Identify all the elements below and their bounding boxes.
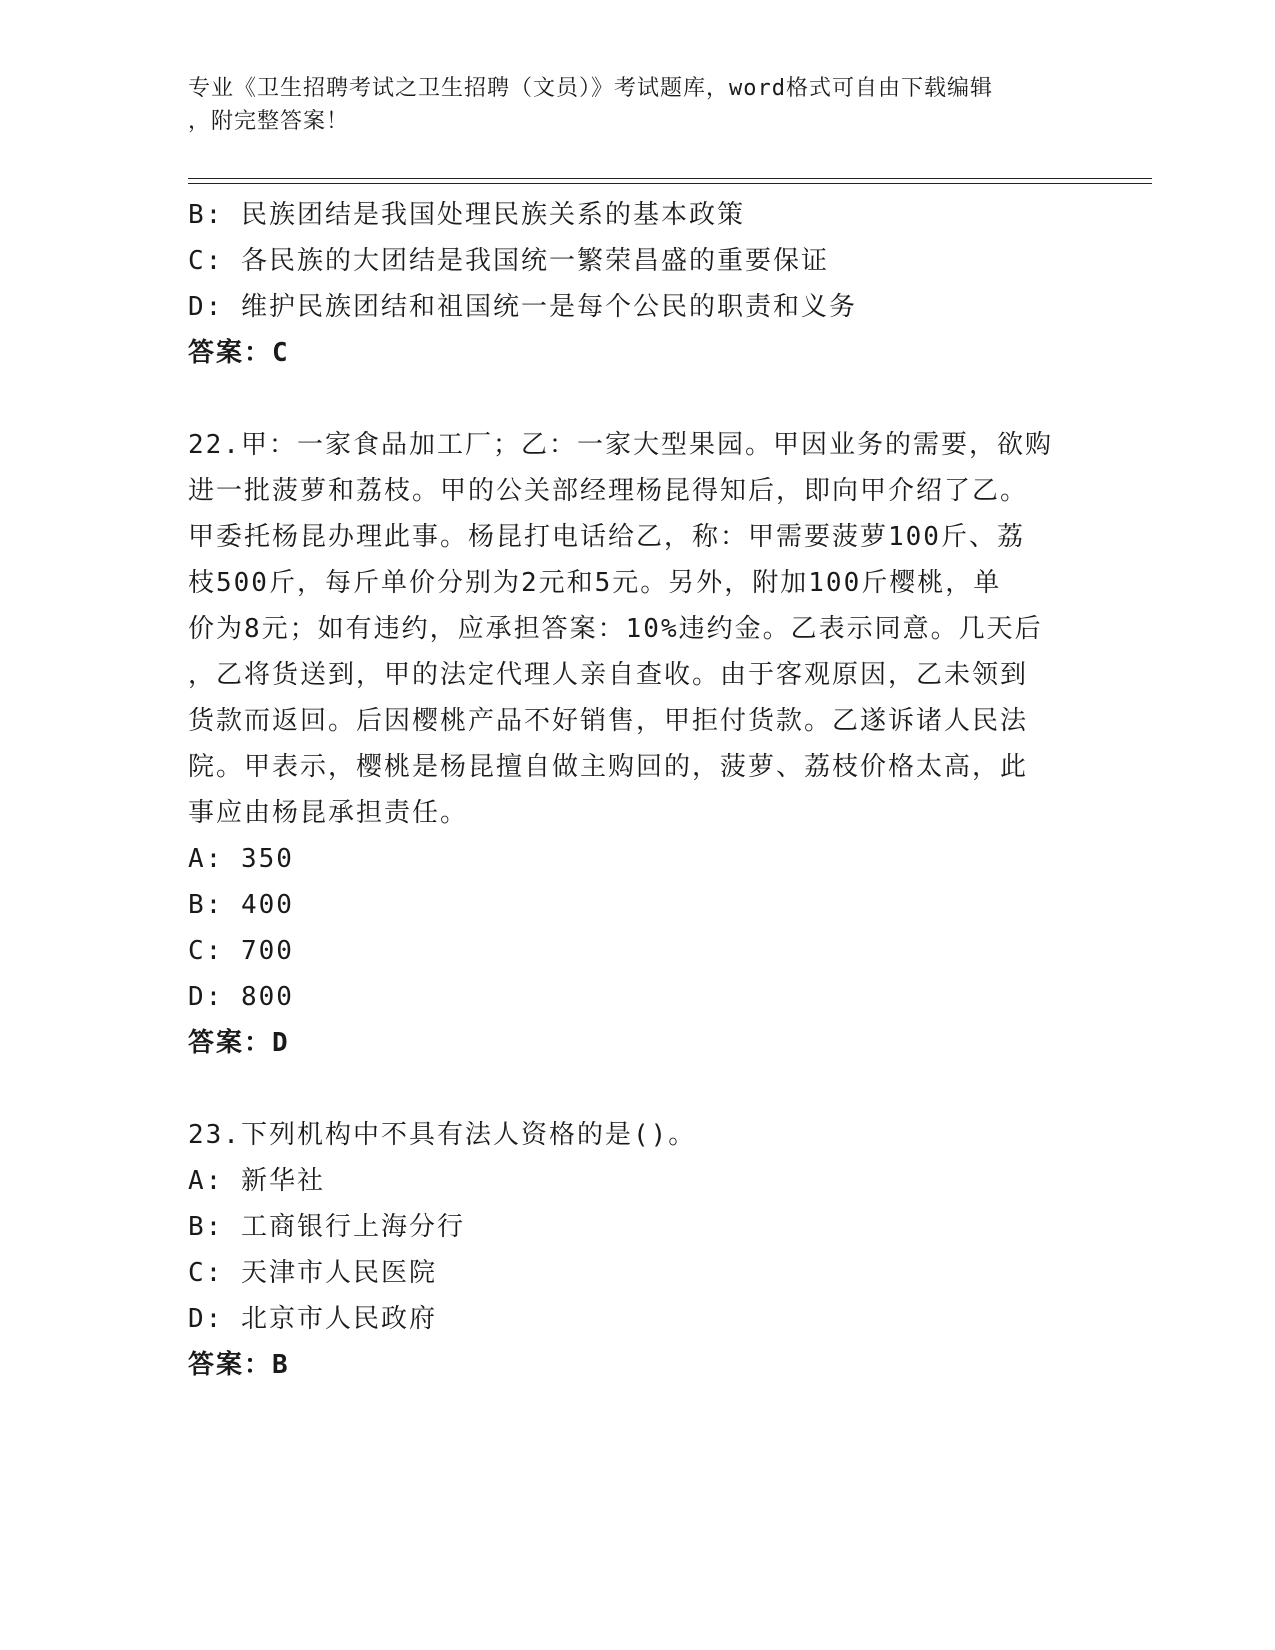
question-21-block bbox=[188, 192, 1088, 376]
question-22-block bbox=[188, 422, 1088, 1066]
question-23-block bbox=[188, 1112, 1088, 1388]
q22-stem-line: 甲委托杨昆办理此事。杨昆打电话给乙，称：甲需要菠萝100斤、荔 bbox=[188, 522, 1025, 552]
header-line-1: 专业《卫生招聘考试之卫生招聘（文员）》考试题库，word格式可自由下载编辑 bbox=[188, 76, 993, 101]
q22-stem bbox=[188, 422, 1088, 836]
q22-stem-line: 进一批菠萝和荔枝。甲的公关部经理杨昆得知后，即向甲介绍了乙。 bbox=[188, 476, 1029, 506]
document-body bbox=[188, 192, 1088, 1388]
spacer bbox=[188, 376, 1088, 422]
q21-option-d: D: 维护民族团结和祖国统一是每个公民的职责和义务 bbox=[188, 292, 857, 322]
q23-option-c: C: 天津市人民医院 bbox=[188, 1258, 437, 1288]
q22-stem-line: 价为8元；如有违约，应承担答案：10%违约金。乙表示同意。几天后 bbox=[188, 614, 1043, 644]
q22-stem-line: 事应由杨昆承担责任。 bbox=[188, 798, 469, 828]
q22-option-b: B: 400 bbox=[188, 890, 294, 920]
q23-stem: 23.下列机构中不具有法人资格的是()。 bbox=[188, 1120, 697, 1150]
q22-stem-line: 22.甲：一家食品加工厂；乙：一家大型果园。甲因业务的需要，欲购 bbox=[188, 430, 1053, 460]
q23-option-d: D: 北京市人民政府 bbox=[188, 1304, 437, 1334]
q21-option-c: C: 各民族的大团结是我国统一繁荣昌盛的重要保证 bbox=[188, 246, 829, 276]
header-divider bbox=[188, 178, 1152, 184]
q22-option-a: A: 350 bbox=[188, 844, 294, 874]
q22-option-c: C: 700 bbox=[188, 936, 294, 966]
q22-option-d: D: 800 bbox=[188, 982, 294, 1012]
q22-stem-line: 院。甲表示，樱桃是杨昆擅自做主购回的，菠萝、荔枝价格太高，此 bbox=[188, 752, 1029, 782]
document-header bbox=[188, 72, 1068, 138]
q23-answer: 答案：B bbox=[188, 1350, 290, 1380]
header-line-2: ，附完整答案！ bbox=[188, 109, 350, 134]
q23-option-b: B: 工商银行上海分行 bbox=[188, 1212, 465, 1242]
q23-option-a: A: 新华社 bbox=[188, 1166, 325, 1196]
spacer bbox=[188, 1066, 1088, 1112]
q21-answer: 答案：C bbox=[188, 338, 290, 368]
q22-stem-line: ，乙将货送到，甲的法定代理人亲自查收。由于客观原因，乙未领到 bbox=[188, 660, 1029, 690]
q22-stem-line: 货款而返回。后因樱桃产品不好销售，甲拒付货款。乙遂诉诸人民法 bbox=[188, 706, 1029, 736]
q21-option-b: B: 民族团结是我国处理民族关系的基本政策 bbox=[188, 200, 745, 230]
q22-stem-line: 枝500斤，每斤单价分别为2元和5元。另外，附加100斤樱桃，单 bbox=[188, 568, 1002, 598]
q22-answer: 答案：D bbox=[188, 1028, 290, 1058]
